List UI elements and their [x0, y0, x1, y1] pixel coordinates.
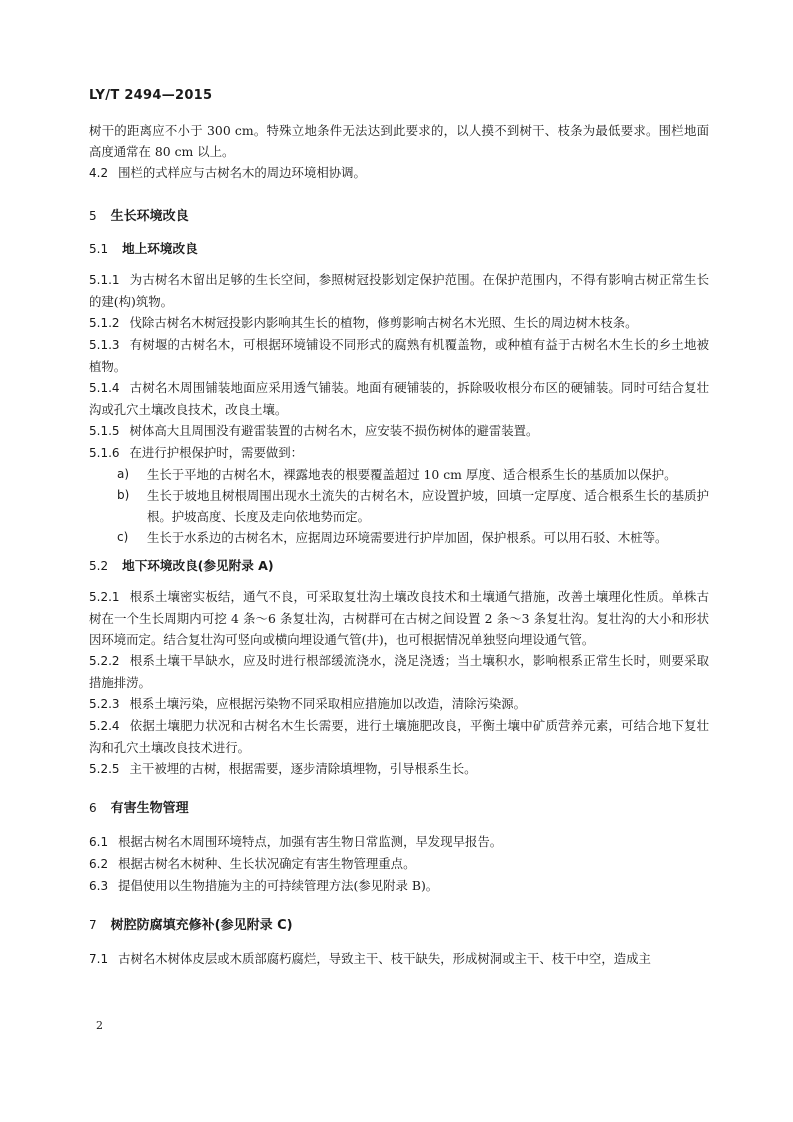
list-item-b: b) 生长于坡地且树根周围出现水土流失的古树名木，应设置护坡，回填一定厚度、适合根系生长的基质护根。护坡高度、长度及走向依地势而定。	[117, 488, 709, 524]
list-item-a: a) 生长于平地的古树名木，裸露地表的根要覆盖超过 10 cm 厚度、适合根系生长的基质加以保护。	[117, 467, 677, 482]
clause-5-2-2: 5.2.2 根系土壤干旱缺水，应及时进行根部缓流浇水，浇足浇透；当土壤积水，影响根系正常生长时，则要采取措施排涝。	[89, 653, 709, 690]
clause-7-1: 7.1 古树名木树体皮层或木质部腐朽腐烂，导致主干、枝干缺失，形成树洞或主干、枝干中空，造成主	[89, 951, 651, 966]
clause-5-1-5: 5.1.5 树体高大且周围没有避雷装置的古树名木，应安装不损伤树体的避雷装置。	[89, 423, 539, 438]
clause-6-1: 6.1 根据古树名木周围环境特点，加强有害生物日常监测，早发现早报告。	[89, 834, 503, 849]
section-5-2-heading: 5.2 地下环境改良(参见附录 A)	[89, 558, 274, 573]
clause-5-1-3: 5.1.3 有树堰的古树名木，可根据环境铺设不同形式的腐熟有机覆盖物，或种植有益于古树名木生长的乡土地被植物。	[89, 337, 709, 374]
clause-5-2-1: 5.2.1 根系土壤密实板结，通气不良，可采取复壮沟土壤改良技术和土壤通气措施，改善土壤理化性质。单株古树在一个生长周期内可挖 4 条～6 条复壮沟，古树群可在古树之间设置 2 条～3 条复壮沟。复壮沟的大小和形状因环境而定。结合复壮沟可竖向或横向埋设通气管(井)，也可根据情况单独竖向埋设通气管。	[89, 589, 709, 647]
clause-5-1-4: 5.1.4 古树名木周围铺装地面应采用透气铺装。地面有硬铺装的，拆除吸收根分布区的硬铺装。同时可结合复壮沟或孔穴土壤改良技术，改良土壤。	[89, 380, 709, 417]
standard-code: LY/T 2494—2015	[89, 88, 213, 103]
clause-5-2-4: 5.2.4 依据土壤肥力状况和古树名木生长需要，进行土壤施肥改良，平衡土壤中矿质营养元素，可结合地下复壮沟和孔穴土壤改良技术进行。	[89, 718, 709, 755]
clause-6-2: 6.2 根据古树名木树种、生长状况确定有害生物管理重点。	[89, 856, 416, 871]
section-5-heading: 5 生长环境改良	[89, 209, 189, 224]
clause-6-3: 6.3 提倡使用以生物措施为主的可持续管理方法(参见附录 B)。	[89, 878, 439, 893]
clause-4-2: 4.2 围栏的式样应与古树名木的周边环境相协调。	[89, 165, 366, 180]
clause-5-1-1: 5.1.1 为古树名木留出足够的生长空间，参照树冠投影划定保护范围。在保护范围内，不得有影响古树正常生长的建(构)筑物。	[89, 272, 709, 309]
section-5-1-heading: 5.1 地上环境改良	[89, 241, 198, 256]
page-number: 2	[96, 1019, 103, 1032]
page-content	[89, 120, 709, 970]
clause-5-2-3: 5.2.3 根系土壤污染，应根据污染物不同采取相应措施加以改造，清除污染源。	[89, 696, 527, 711]
section-6-heading: 6 有害生物管理	[89, 801, 189, 816]
section-7-heading: 7 树腔防腐填充修补(参见附录 C)	[89, 918, 293, 933]
continued-paragraph: 树干的距离应不小于 300 cm。特殊立地条件无法达到此要求的，以人摸不到树干、枝条为最低要求。围栏地面高度通常在 80 cm 以上。	[89, 123, 709, 159]
clause-5-1-2: 5.1.2 伐除古树名木树冠投影内影响其生长的植物，修剪影响古树名木光照、生长的周边树木枝条。	[89, 315, 638, 330]
clause-5-1-6: 5.1.6 在进行护根保护时，需要做到：	[89, 445, 304, 460]
clause-5-2-5: 5.2.5 主干被埋的古树，根据需要，逐步清除填埋物，引导根系生长。	[89, 761, 477, 776]
list-item-c: c) 生长于水系边的古树名木，应据周边环境需要进行护岸加固，保护根系。可以用石驳、木桩等。	[117, 530, 668, 545]
